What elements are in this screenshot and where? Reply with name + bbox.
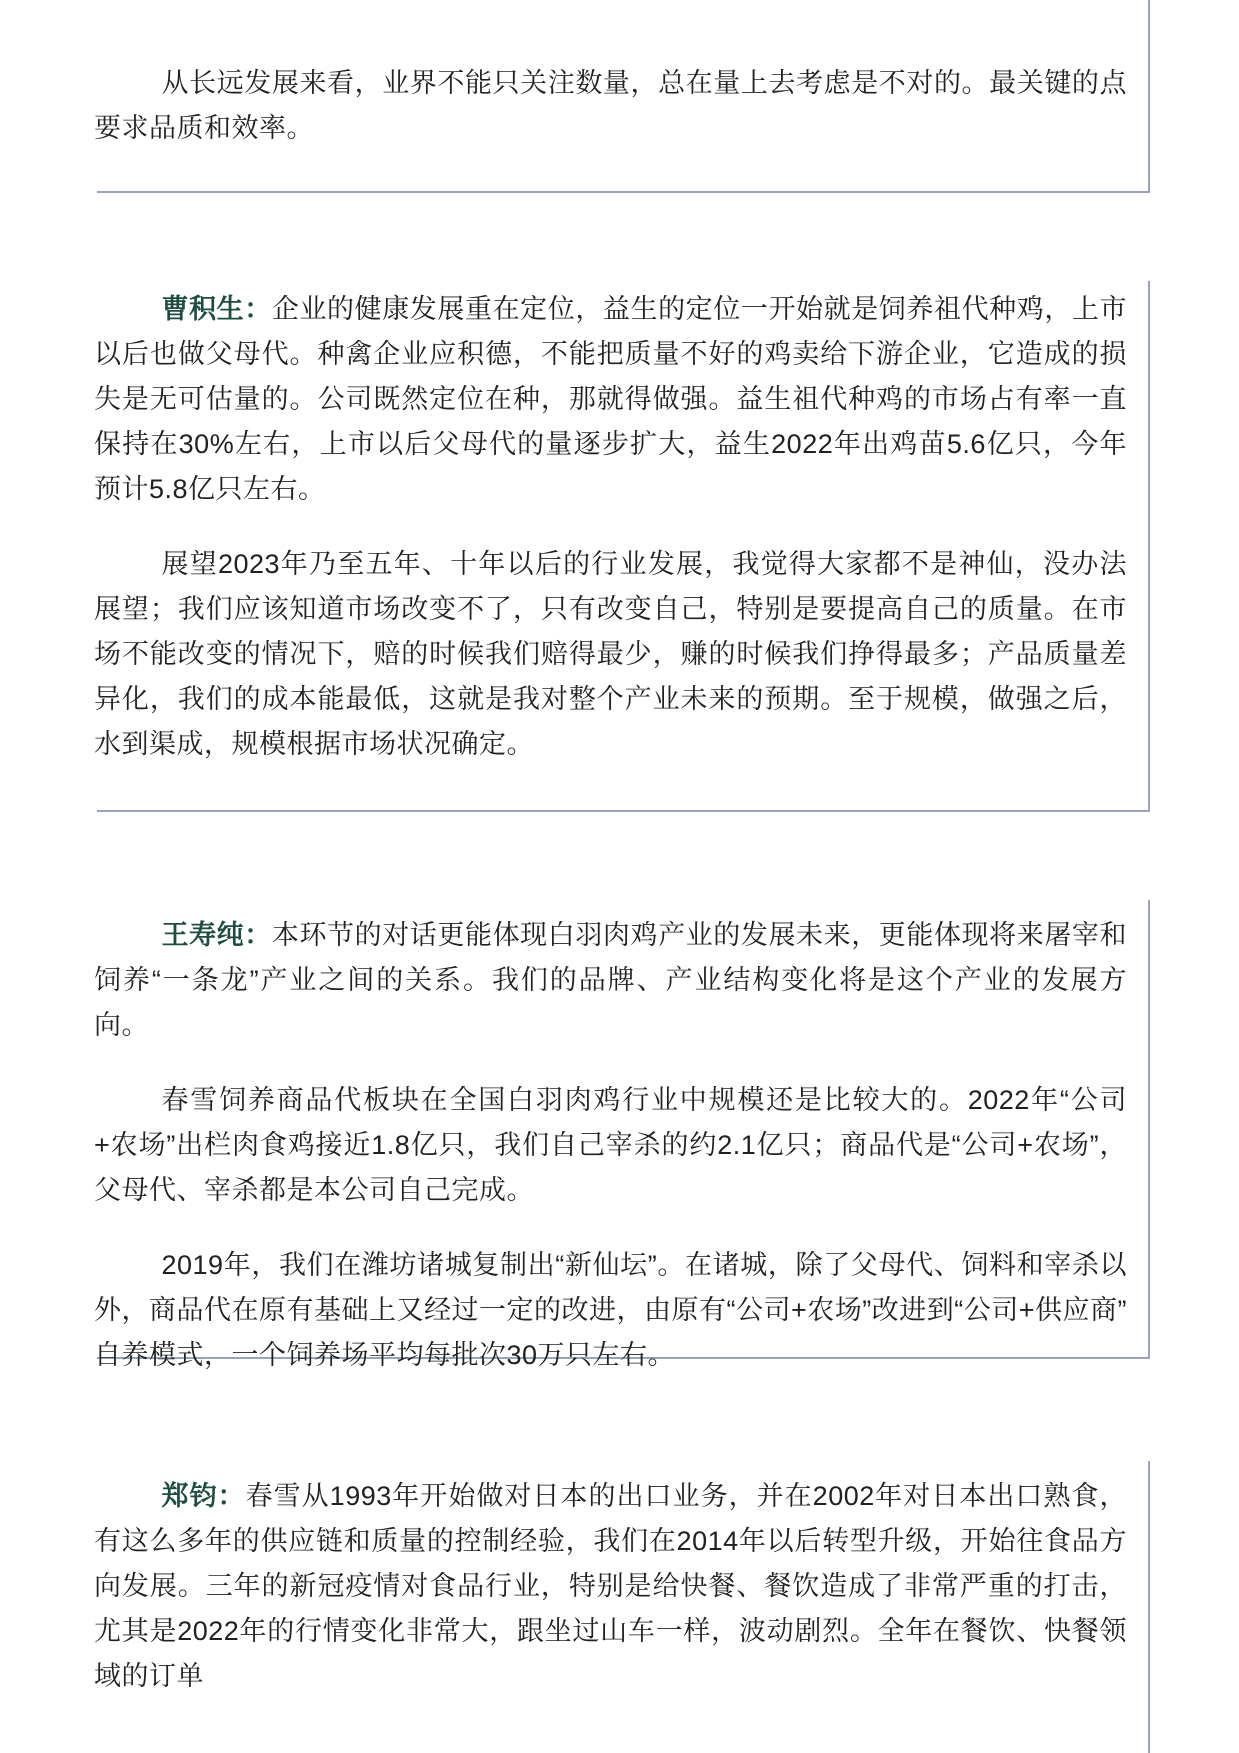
dialogue-card: [85, 888, 1155, 1370]
dialogue-card: [85, 0, 1148, 191]
paragraph: 从长远发展来看，业界不能只关注数量，总在量上去考虑是不对的。最关键的点要求品质和效率。: [94, 68, 1127, 143]
paragraph: 展望2023年乃至五年、十年以后的行业发展，我觉得大家都不是神仙，没办法展望；我们应该知道市场改变不了，只有改变自己，特别是要提高自己的质量。在市场不能改变的情况下，赔的时候我们赔得最少，赚的时候我们挣得最多；产品质量差异化，我们的成本能最低，这就是我对整个产业未来的预期。至于规模，做强之后，水到渠成，规模根据市场状况确定。: [94, 549, 1127, 759]
paragraph-text: 春雪从1993年开始做对日本的出口业务，并在2002年对日本出口熟食，有这么多年的供应链和质量的控制经验，我们在2014年以后转型升级，开始往食品方向发展。三年的新冠疫情对食品行业，特别是给快餐、餐饮造成了非常严重的打击，尤其是2022年的行情变化非常大，跟坐过山车一样，波动剧烈。全年在餐饮、快餐领域的订单: [94, 1481, 1127, 1691]
paragraph: [94, 913, 1127, 1048]
paragraph: [94, 287, 1127, 512]
paragraph-text: 本环节的对话更能体现白羽肉鸡产业的发展未来，更能体现将来屠宰和饲养“一条龙”产业之间的关系。我们的品牌、产业结构变化将是这个产业的发展方向。: [94, 920, 1128, 1040]
paragraph: [94, 1474, 1127, 1699]
paragraph: 2019年，我们在潍坊诸城复制出“新仙坛”。在诸城，除了父母代、饲料和宰杀以外，商品代在原有基础上又经过一定的改进，由原有“公司+农场”改进到“公司+供应商” 自养模式，一个饲养场平均每批次30万只左右。: [94, 1250, 1155, 1370]
paragraph: 春雪饲养商品代板块在全国白羽肉鸡行业中规模还是比较大的。2022年“公司+农场”出栏肉食鸡接近1.8亿只，我们自己宰杀的约2.1亿只；商品代是“公司+农场”，父母代、宰杀都是本公司自己完成。: [94, 1085, 1127, 1205]
dialogue-card: [85, 269, 1148, 810]
dialogue-card: [85, 1449, 1148, 1753]
paragraph-text: 企业的健康发展重在定位，益生的定位一开始就是饲养祖代种鸡，上市以后也做父母代。种禽企业应积德，不能把质量不好的鸡卖给下游企业，它造成的损失是无可估量的。公司既然定位在种，那就得做强。益生祖代种鸡的市场占有率一直保持在30%左右，上市以后父母代的量逐步扩大，益生2022年出鸡苗5.6亿只，今年预计5.8亿只左右。: [94, 294, 1128, 504]
speaker-name: 曹积生：: [161, 294, 272, 324]
speaker-name: 王寿纯：: [161, 920, 272, 950]
speaker-name: 郑钧：: [161, 1481, 246, 1511]
